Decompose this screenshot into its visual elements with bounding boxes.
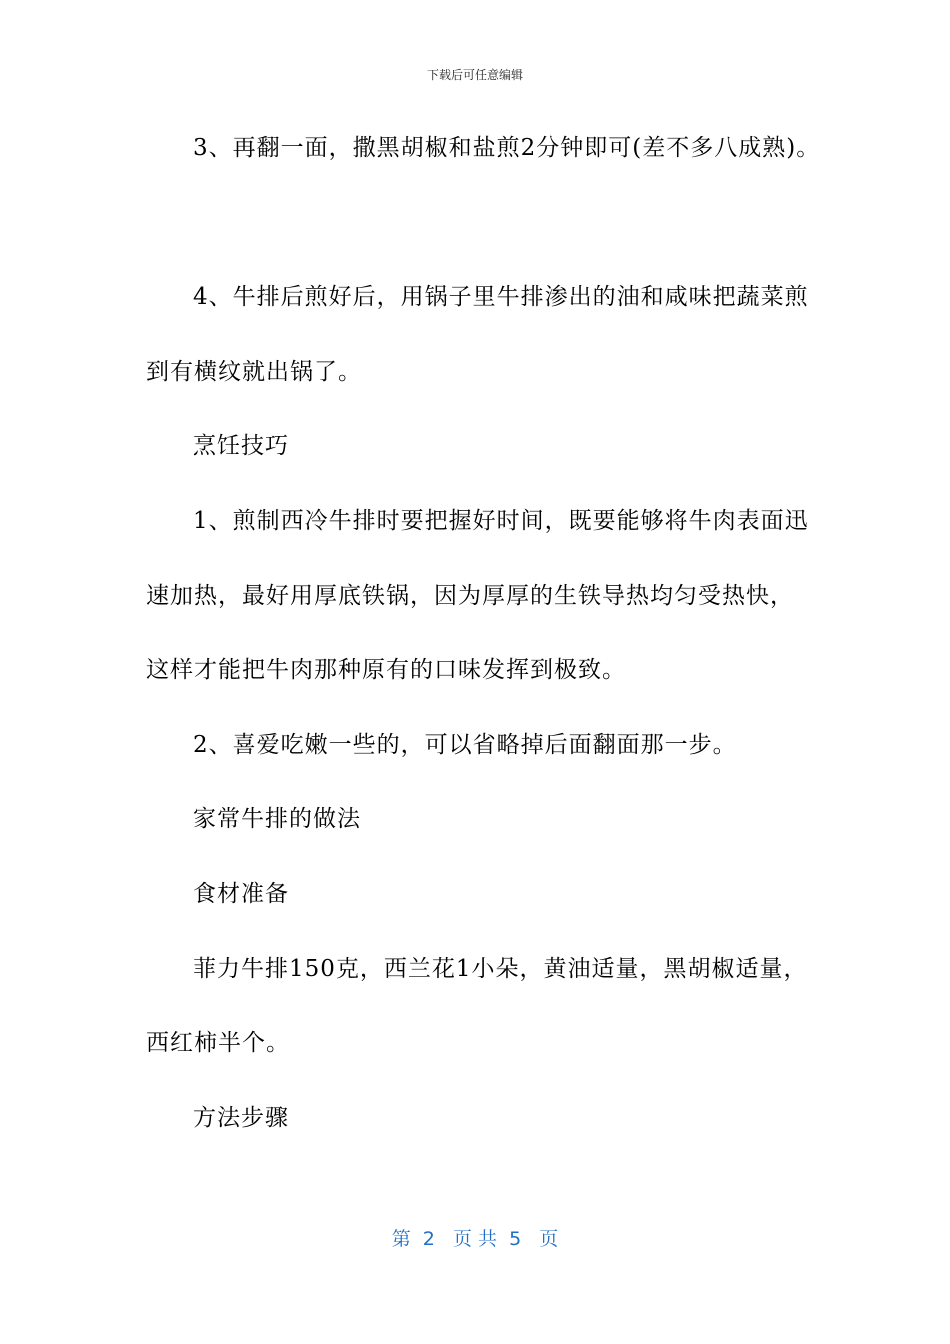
tip-1-line-2: 速加热，最好用厚底铁锅，因为厚厚的生铁导热均匀受热快， <box>146 583 794 609</box>
home-steak-heading: 家常牛排的做法 <box>193 806 361 832</box>
method-heading: 方法步骤 <box>193 1105 289 1131</box>
download-note: 下载后可任意编辑 <box>426 68 523 82</box>
page-number: 第 2 页 共 5 页 <box>391 1228 559 1250</box>
ingredients-line-2: 西红柿半个。 <box>146 1030 290 1056</box>
step-4-text-line-1: 4、牛排后煎好后，用锅子里牛排渗出的油和咸味把蔬菜煎 <box>193 284 809 310</box>
step-4-text-line-2: 到有横纹就出锅了。 <box>146 359 362 385</box>
tip-1-line-3: 这样才能把牛肉那种原有的口味发挥到极致。 <box>146 657 626 683</box>
tips-heading: 烹饪技巧 <box>193 433 289 459</box>
tip-1-line-1: 1、煎制西冷牛排时要把握好时间，既要能够将牛肉表面迅 <box>193 508 809 534</box>
step-3-text: 3、再翻一面，撒黑胡椒和盐煎2分钟即可(差不多八成熟)。 <box>193 135 821 161</box>
ingredients-heading: 食材准备 <box>193 881 289 907</box>
ingredients-line-1: 菲力牛排150克，西兰花1小朵，黄油适量，黑胡椒适量， <box>193 956 808 982</box>
tip-2-text: 2、喜爱吃嫩一些的，可以省略掉后面翻面那一步。 <box>193 732 737 758</box>
